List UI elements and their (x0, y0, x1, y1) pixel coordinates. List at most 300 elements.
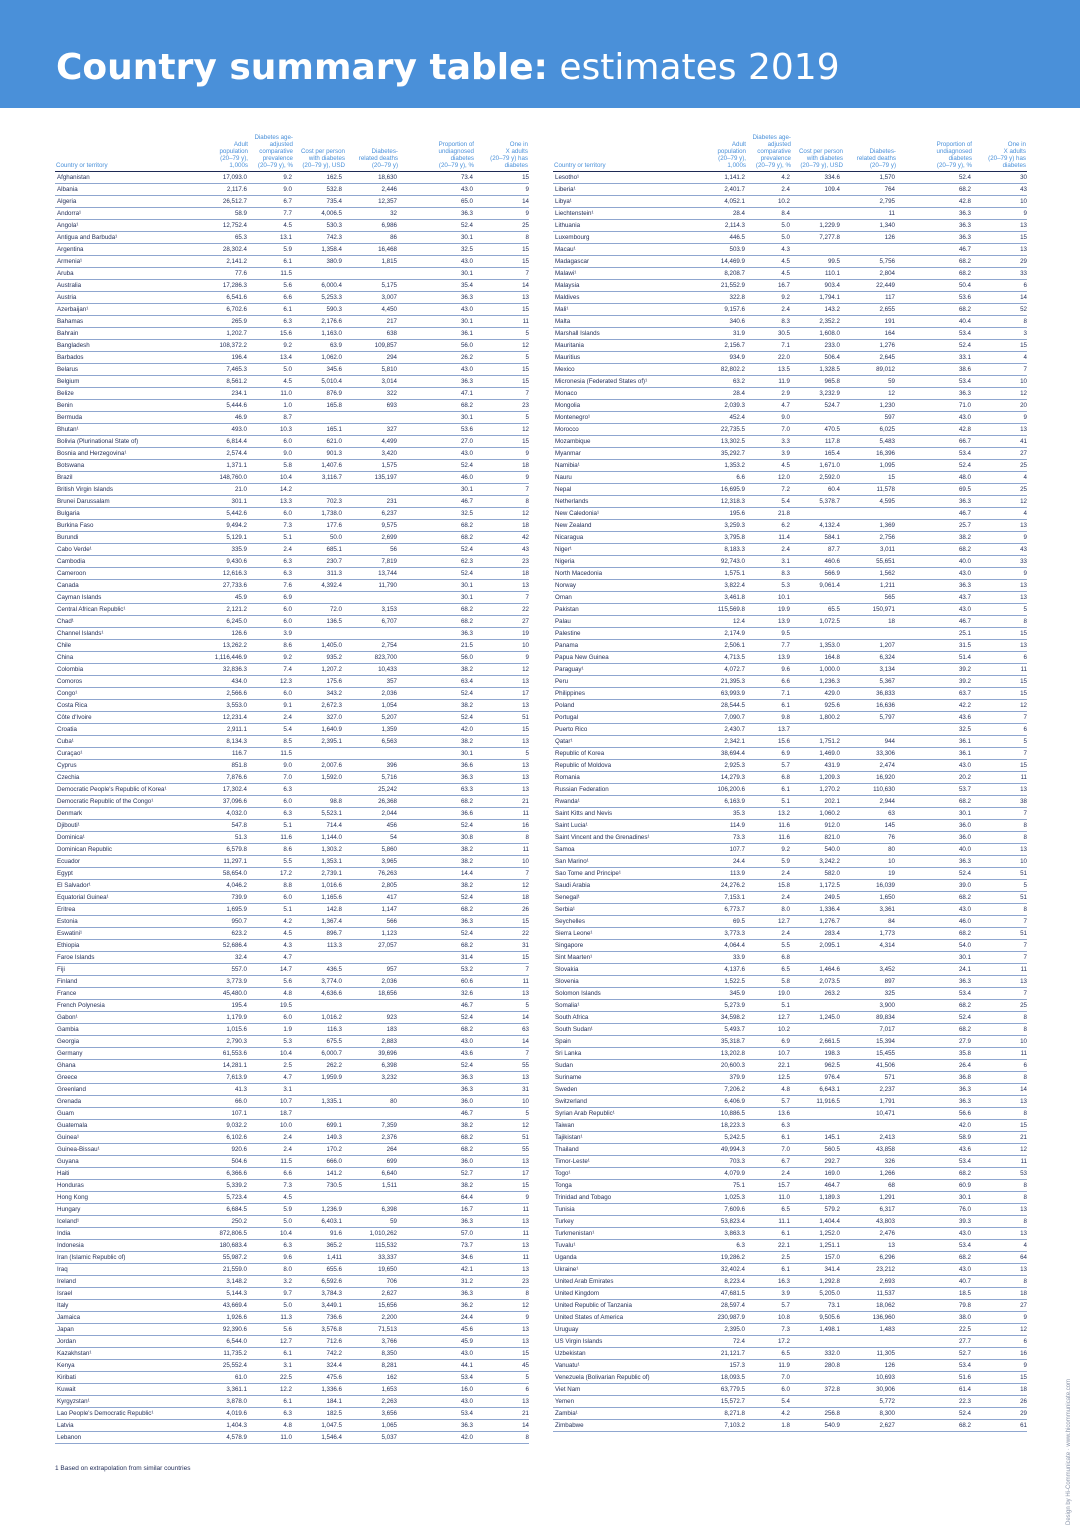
one-in-x-cell: 13 (973, 1204, 1027, 1216)
deaths-cell: 7,017 (844, 1024, 897, 1036)
cost-cell: 935.2 (294, 652, 346, 664)
one-in-x-cell: 7 (475, 268, 529, 280)
country-cell: Luxembourg (553, 232, 698, 244)
prevalence-cell: 8.8 (249, 880, 294, 892)
population-cell: 82,802.2 (698, 364, 747, 376)
country-cell: Myanmar (553, 448, 698, 460)
prevalence-cell: 1.0 (249, 400, 294, 412)
deaths-cell: 2,944 (844, 796, 897, 808)
table-row (55, 904, 529, 916)
one-in-x-cell: 16 (475, 820, 529, 832)
cost-cell: 666.0 (294, 1156, 346, 1168)
undiagnosed-cell: 30.1 (897, 1192, 973, 1204)
population-cell: 2,925.3 (698, 760, 747, 772)
undiagnosed-cell: 36.3 (399, 1288, 475, 1300)
undiagnosed-cell: 47.1 (399, 388, 475, 400)
undiagnosed-cell: 40.0 (897, 844, 973, 856)
one-in-x-cell: 10 (475, 1096, 529, 1108)
country-cell: Micronesia (Federated States of)¹ (553, 376, 698, 388)
cost-cell: 3,576.8 (294, 1324, 346, 1336)
table-row (553, 1156, 1027, 1168)
population-cell: 14,469.9 (698, 256, 747, 268)
population-cell: 6,163.9 (698, 796, 747, 808)
table-row (55, 352, 529, 364)
table-row (553, 1012, 1027, 1024)
table-row (553, 196, 1027, 208)
population-cell: 6,366.6 (200, 1168, 249, 1180)
cost-cell: 1,498.1 (792, 1324, 844, 1336)
population-cell: 7,465.3 (200, 364, 249, 376)
cost-cell: 976.4 (792, 1072, 844, 1084)
cost-cell: 11,916.5 (792, 1096, 844, 1108)
population-cell: 24.4 (698, 856, 747, 868)
population-cell: 6,702.6 (200, 304, 249, 316)
table-row (553, 376, 1027, 388)
one-in-x-cell: 15 (475, 436, 529, 448)
prevalence-cell: 7.7 (747, 640, 792, 652)
table-row (553, 1132, 1027, 1144)
cost-cell: 470.5 (792, 424, 844, 436)
table-row (553, 604, 1027, 616)
table-row (553, 868, 1027, 880)
prevalence-cell: 3.9 (747, 1288, 792, 1300)
one-in-x-cell: 13 (973, 592, 1027, 604)
population-cell: 4,032.0 (200, 808, 249, 820)
deaths-cell: 135,197 (346, 472, 399, 484)
table-row (55, 1372, 529, 1384)
country-cell: Slovenia (553, 976, 698, 988)
cost-cell: 1,303.2 (294, 844, 346, 856)
table-row (55, 604, 529, 616)
deaths-cell: 2,476 (844, 1228, 897, 1240)
undiagnosed-cell: 32.5 (399, 508, 475, 520)
deaths-cell: 2,754 (346, 640, 399, 652)
table-row (55, 520, 529, 532)
prevalence-cell: 7.3 (249, 520, 294, 532)
prevalence-cell: 6.7 (249, 196, 294, 208)
country-cell: British Virgin Islands (55, 484, 200, 496)
deaths-cell (346, 1084, 399, 1096)
country-cell: Canada (55, 580, 200, 592)
table-row (553, 1048, 1027, 1060)
table-row (55, 676, 529, 688)
population-cell: 21,559.0 (200, 1264, 249, 1276)
undiagnosed-cell: 22.5 (897, 1324, 973, 1336)
prevalence-cell: 6.1 (249, 256, 294, 268)
country-cell: Poland (553, 700, 698, 712)
cost-cell: 345.6 (294, 364, 346, 376)
population-cell: 12,752.4 (200, 220, 249, 232)
table-row (553, 448, 1027, 460)
prevalence-cell: 6.0 (249, 892, 294, 904)
population-cell: 115,569.8 (698, 604, 747, 616)
prevalence-cell: 9.2 (249, 340, 294, 352)
prevalence-cell: 12.3 (249, 676, 294, 688)
deaths-cell: 16,636 (844, 700, 897, 712)
one-in-x-cell: 22 (475, 604, 529, 616)
country-cell: United Kingdom (553, 1288, 698, 1300)
cost-cell: 540.9 (792, 1420, 844, 1432)
table-row (553, 1096, 1027, 1108)
population-cell: 10,886.5 (698, 1108, 747, 1120)
cost-cell: 464.7 (792, 1180, 844, 1192)
deaths-cell: 2,645 (844, 352, 897, 364)
deaths-cell: 2,413 (844, 1132, 897, 1144)
cost-cell: 2,073.5 (792, 976, 844, 988)
cost-cell (294, 592, 346, 604)
table-row (55, 616, 529, 628)
country-cell: Honduras (55, 1180, 200, 1192)
undiagnosed-cell: 63.3 (399, 784, 475, 796)
undiagnosed-cell: 43.0 (897, 1228, 973, 1240)
one-in-x-cell: 26 (973, 1396, 1027, 1408)
cost-cell: 1,404.4 (792, 1216, 844, 1228)
cost-cell: 566.9 (792, 568, 844, 580)
population-cell: 3,878.0 (200, 1396, 249, 1408)
undiagnosed-cell: 40.0 (897, 556, 973, 568)
cost-cell: 2,352.2 (792, 316, 844, 328)
table-row (553, 1204, 1027, 1216)
undiagnosed-cell: 36.3 (399, 1072, 475, 1084)
population-cell: 547.8 (200, 820, 249, 832)
header-country: Country or territory (553, 134, 698, 172)
population-cell: 116.7 (200, 748, 249, 760)
country-cell: Serbia¹ (553, 904, 698, 916)
table-row (553, 784, 1027, 796)
table-row (553, 856, 1027, 868)
population-cell: 72.4 (698, 1336, 747, 1348)
country-cell: United States of America (553, 1312, 698, 1324)
one-in-x-cell: 25 (973, 484, 1027, 496)
undiagnosed-cell: 36.0 (399, 1096, 475, 1108)
undiagnosed-cell: 60.6 (399, 976, 475, 988)
one-in-x-cell: 17 (475, 688, 529, 700)
cost-cell: 380.9 (294, 256, 346, 268)
prevalence-cell: 6.7 (747, 1156, 792, 1168)
cost-cell: 6,403.1 (294, 1216, 346, 1228)
country-cell: Uganda (553, 1252, 698, 1264)
cost-cell: 5,378.7 (792, 496, 844, 508)
undiagnosed-cell: 30.1 (399, 484, 475, 496)
population-cell: 45.9 (200, 592, 249, 604)
deaths-cell: 1,562 (844, 568, 897, 580)
country-cell: Sint Maarten¹ (553, 952, 698, 964)
population-cell: 2,039.3 (698, 400, 747, 412)
population-cell: 3,863.3 (698, 1228, 747, 1240)
country-cell: Latvia (55, 1420, 200, 1432)
cost-cell: 1,062.0 (294, 352, 346, 364)
prevalence-cell: 21.8 (747, 508, 792, 520)
population-cell: 1,404.3 (200, 1420, 249, 1432)
country-cell: Bulgaria (55, 508, 200, 520)
deaths-cell: 3,153 (346, 604, 399, 616)
prevalence-cell: 22.0 (747, 352, 792, 364)
cost-cell (294, 1192, 346, 1204)
undiagnosed-cell: 53.4 (399, 1372, 475, 1384)
country-cell: Dominica¹ (55, 832, 200, 844)
country-cell: Antigua and Barbuda¹ (55, 232, 200, 244)
prevalence-cell: 5.1 (249, 904, 294, 916)
undiagnosed-cell: 68.2 (399, 616, 475, 628)
cost-cell: 2,592.0 (792, 472, 844, 484)
undiagnosed-cell: 36.3 (399, 208, 475, 220)
deaths-cell: 9,575 (346, 520, 399, 532)
deaths-cell: 5,367 (844, 676, 897, 688)
deaths-cell: 1,207 (844, 640, 897, 652)
prevalence-cell: 7.0 (249, 772, 294, 784)
one-in-x-cell: 12 (973, 388, 1027, 400)
cost-cell: 560.5 (792, 1144, 844, 1156)
cost-cell: 233.0 (792, 340, 844, 352)
one-in-x-cell: 15 (973, 340, 1027, 352)
deaths-cell: 1,276 (844, 340, 897, 352)
country-cell: Saudi Arabia (553, 880, 698, 892)
cost-cell (792, 592, 844, 604)
prevalence-cell: 5.4 (747, 496, 792, 508)
one-in-x-cell: 14 (475, 1012, 529, 1024)
deaths-cell: 597 (844, 412, 897, 424)
population-cell: 13,262.2 (200, 640, 249, 652)
undiagnosed-cell: 68.2 (897, 796, 973, 808)
deaths-cell: 39,696 (346, 1048, 399, 1060)
table-row (55, 1156, 529, 1168)
prevalence-cell: 5.6 (249, 280, 294, 292)
one-in-x-cell: 4 (973, 508, 1027, 520)
deaths-cell: 110,630 (844, 784, 897, 796)
cost-cell: 182.5 (294, 1408, 346, 1420)
population-cell: 196.4 (200, 352, 249, 364)
cost-cell: 1,144.0 (294, 832, 346, 844)
one-in-x-cell: 15 (475, 952, 529, 964)
undiagnosed-cell: 45.6 (399, 1324, 475, 1336)
cost-cell: 460.6 (792, 556, 844, 568)
table-row (55, 340, 529, 352)
deaths-cell: 18,062 (844, 1300, 897, 1312)
prevalence-cell: 13.2 (747, 808, 792, 820)
country-cell: Pakistan (553, 604, 698, 616)
one-in-x-cell: 15 (475, 376, 529, 388)
country-cell: Norway (553, 580, 698, 592)
deaths-cell: 3,014 (346, 376, 399, 388)
undiagnosed-cell: 42.2 (897, 700, 973, 712)
table-row (55, 1012, 529, 1024)
country-cell: Netherlands (553, 496, 698, 508)
country-cell: Palestine (553, 628, 698, 640)
one-in-x-cell: 14 (475, 196, 529, 208)
country-cell: Fiji (55, 964, 200, 976)
deaths-cell: 3,361 (844, 904, 897, 916)
country-cell: Turkmenistan¹ (553, 1228, 698, 1240)
population-cell: 49,994.3 (698, 1144, 747, 1156)
deaths-cell: 923 (346, 1012, 399, 1024)
deaths-cell: 6,296 (844, 1252, 897, 1264)
deaths-cell: 89,012 (844, 364, 897, 376)
undiagnosed-cell: 25.7 (897, 520, 973, 532)
one-in-x-cell: 63 (475, 1024, 529, 1036)
undiagnosed-cell: 52.4 (399, 568, 475, 580)
population-cell: 28,597.4 (698, 1300, 747, 1312)
one-in-x-cell: 8 (973, 1108, 1027, 1120)
population-cell: 7,090.7 (698, 712, 747, 724)
one-in-x-cell: 18 (475, 568, 529, 580)
deaths-cell: 191 (844, 316, 897, 328)
population-cell: 28.4 (698, 388, 747, 400)
one-in-x-cell: 25 (475, 220, 529, 232)
one-in-x-cell: 9 (475, 472, 529, 484)
prevalence-cell: 6.3 (249, 1408, 294, 1420)
prevalence-cell: 11.9 (747, 376, 792, 388)
prevalence-cell: 15.6 (747, 736, 792, 748)
undiagnosed-cell: 52.4 (399, 1012, 475, 1024)
country-table-left (55, 134, 529, 1444)
deaths-cell: 11,790 (346, 580, 399, 592)
undiagnosed-cell: 36.3 (897, 496, 973, 508)
undiagnosed-cell: 39.0 (897, 880, 973, 892)
one-in-x-cell: 18 (475, 460, 529, 472)
population-cell: 75.1 (698, 1180, 747, 1192)
one-in-x-cell: 7 (475, 1048, 529, 1060)
country-cell: Benin (55, 400, 200, 412)
undiagnosed-cell: 68.2 (897, 184, 973, 196)
undiagnosed-cell: 61.4 (897, 1384, 973, 1396)
prevalence-cell: 5.0 (747, 232, 792, 244)
cost-cell (792, 1372, 844, 1384)
population-cell: 35,318.7 (698, 1036, 747, 1048)
prevalence-cell: 10.8 (747, 1312, 792, 1324)
undiagnosed-cell: 52.4 (399, 1060, 475, 1072)
deaths-cell (844, 952, 897, 964)
deaths-cell: 11,578 (844, 484, 897, 496)
population-cell: 180,683.4 (200, 1240, 249, 1252)
table-row (553, 1108, 1027, 1120)
population-cell: 1,353.2 (698, 460, 747, 472)
deaths-cell: 2,627 (346, 1288, 399, 1300)
cost-cell: 1,245.0 (792, 1012, 844, 1024)
prevalence-cell: 10.2 (747, 196, 792, 208)
country-cell: Armenia¹ (55, 256, 200, 268)
cost-cell: 72.0 (294, 604, 346, 616)
deaths-cell: 18 (844, 616, 897, 628)
undiagnosed-cell: 30.1 (399, 412, 475, 424)
table-row (553, 676, 1027, 688)
one-in-x-cell: 12 (475, 340, 529, 352)
table-row (553, 364, 1027, 376)
undiagnosed-cell: 52.4 (897, 1012, 973, 1024)
prevalence-cell: 6.6 (747, 676, 792, 688)
undiagnosed-cell: 68.2 (897, 892, 973, 904)
table-row (55, 964, 529, 976)
table-row (553, 1276, 1027, 1288)
one-in-x-cell: 13 (475, 736, 529, 748)
country-cell: Grenada (55, 1096, 200, 1108)
one-in-x-cell: 11 (973, 1156, 1027, 1168)
undiagnosed-cell: 43.0 (897, 904, 973, 916)
one-in-x-cell: 5 (475, 1000, 529, 1012)
population-cell: 3,822.4 (698, 580, 747, 592)
cost-cell: 1,072.5 (792, 616, 844, 628)
undiagnosed-cell: 26.4 (897, 1060, 973, 1072)
deaths-cell: 2,804 (844, 268, 897, 280)
undiagnosed-cell: 43.0 (399, 1348, 475, 1360)
population-cell: 47,681.5 (698, 1288, 747, 1300)
prevalence-cell: 2.4 (249, 712, 294, 724)
table-row (55, 1240, 529, 1252)
one-in-x-cell: 11 (475, 976, 529, 988)
one-in-x-cell: 7 (475, 964, 529, 976)
population-cell: 26,512.7 (200, 196, 249, 208)
country-cell: Finland (55, 976, 200, 988)
prevalence-cell: 6.1 (747, 1264, 792, 1276)
table-row (55, 220, 529, 232)
deaths-cell: 5,756 (844, 256, 897, 268)
prevalence-cell: 10.2 (747, 1024, 792, 1036)
country-cell: United Arab Emirates (553, 1276, 698, 1288)
population-cell: 13,302.5 (698, 436, 747, 448)
prevalence-cell: 13.7 (747, 724, 792, 736)
country-cell: Mauritius (553, 352, 698, 364)
one-in-x-cell: 21 (973, 1132, 1027, 1144)
deaths-cell: 6,237 (346, 508, 399, 520)
population-cell: 6,773.7 (698, 904, 747, 916)
deaths-cell: 764 (844, 184, 897, 196)
undiagnosed-cell: 68.2 (399, 904, 475, 916)
table-row (55, 1216, 529, 1228)
prevalence-cell: 11.6 (249, 832, 294, 844)
country-cell: Seychelles (553, 916, 698, 928)
country-cell: Paraguay¹ (553, 664, 698, 676)
deaths-cell: 117 (844, 292, 897, 304)
deaths-cell: 3,420 (346, 448, 399, 460)
population-cell: 114.9 (698, 820, 747, 832)
prevalence-cell: 12.7 (747, 916, 792, 928)
country-cell: Brazil (55, 472, 200, 484)
country-cell: Namibia¹ (553, 460, 698, 472)
prevalence-cell: 5.3 (249, 1036, 294, 1048)
population-cell: 12.4 (698, 616, 747, 628)
undiagnosed-cell: 36.3 (897, 976, 973, 988)
table-row (553, 1024, 1027, 1036)
undiagnosed-cell: 30.1 (399, 748, 475, 760)
country-cell: Gambia (55, 1024, 200, 1036)
table-row (55, 760, 529, 772)
one-in-x-cell: 6 (973, 652, 1027, 664)
population-cell: 25,552.4 (200, 1360, 249, 1372)
cost-cell: 1,336.4 (792, 904, 844, 916)
country-cell: Gabon¹ (55, 1012, 200, 1024)
undiagnosed-cell: 31.4 (399, 952, 475, 964)
prevalence-cell: 18.7 (249, 1108, 294, 1120)
table-row (55, 316, 529, 328)
population-cell: 4,064.4 (698, 940, 747, 952)
prevalence-cell: 6.9 (747, 748, 792, 760)
country-cell: Faroe Islands (55, 952, 200, 964)
country-cell: Costa Rica (55, 700, 200, 712)
undiagnosed-cell: 52.4 (897, 172, 973, 184)
deaths-cell: 944 (844, 736, 897, 748)
deaths-cell: 10,433 (346, 664, 399, 676)
table-row (553, 796, 1027, 808)
country-cell: Mozambique (553, 436, 698, 448)
one-in-x-cell: 26 (475, 904, 529, 916)
cost-cell (792, 1336, 844, 1348)
table-row (553, 964, 1027, 976)
prevalence-cell: 6.1 (747, 1228, 792, 1240)
deaths-cell: 1,815 (346, 256, 399, 268)
population-cell: 5,339.2 (200, 1180, 249, 1192)
country-cell: Aruba (55, 268, 200, 280)
country-cell: Equatorial Guinea¹ (55, 892, 200, 904)
one-in-x-cell: 10 (475, 856, 529, 868)
